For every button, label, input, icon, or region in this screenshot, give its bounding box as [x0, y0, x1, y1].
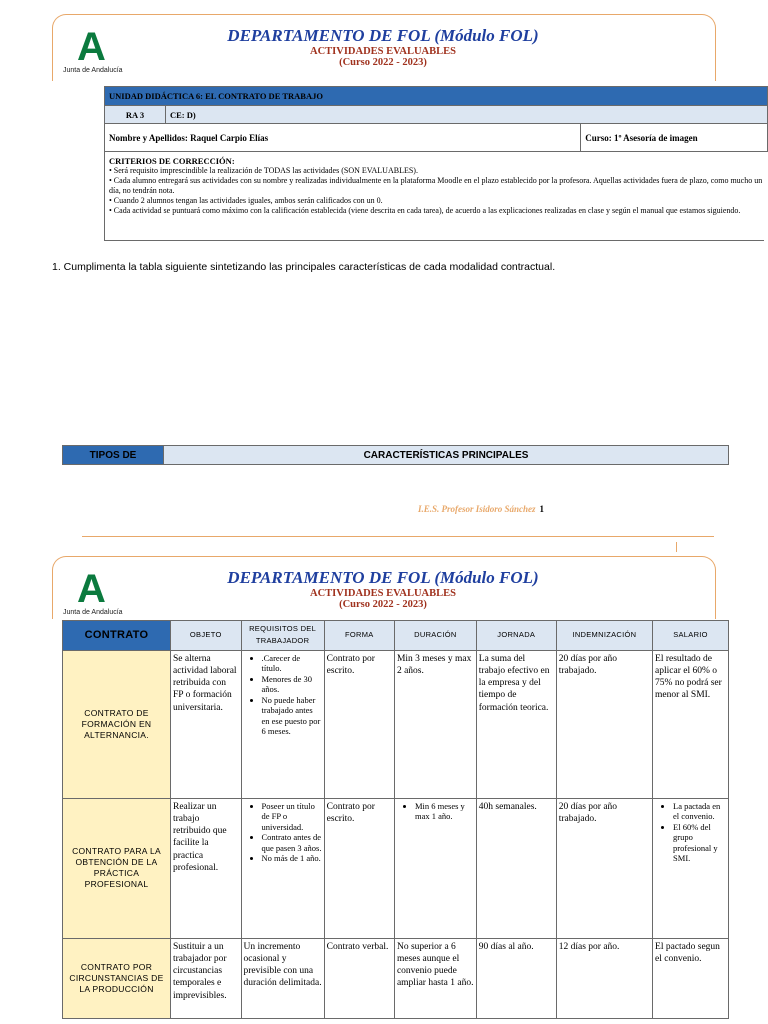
criterio-item: • Será requisito imprescindible la realización de TODAS las actividades (SON EVALUABLES).: [109, 166, 418, 175]
column-header: INDEMNIZACIÓN: [556, 621, 652, 651]
column-header: CONTRATO: [63, 621, 171, 651]
footer-school: I.E.S. Profesor Isidoro Sánchez: [418, 504, 536, 514]
andalucia-a-icon: A: [77, 25, 106, 69]
duracion-cell: No superior a 6 meses aunque el convenio puede ampliar hasta 1 año.: [394, 938, 476, 1018]
criterios-list: [109, 166, 764, 216]
junta-logo: [63, 27, 133, 74]
info-table: [104, 86, 768, 152]
salario-cell: El pactado segun el convenio.: [653, 938, 729, 1018]
list-item: • .Carecer de título.: [262, 653, 322, 674]
list-item: • No más de 1 año.: [262, 853, 322, 864]
curso-cell: Curso: 1º Asesoría de imagen: [581, 124, 768, 152]
course-year: (Curso 2022 - 2023): [339, 599, 427, 610]
cursor-mark: [676, 542, 677, 552]
table-row: [63, 938, 729, 1018]
forma-cell: Contrato por escrito.: [324, 798, 394, 938]
criterio-item: • Cuando 2 alumnos tengan las actividades iguales, ambos serán calificados con un 0.: [109, 196, 383, 205]
jornada-cell: 90 días al año.: [476, 938, 556, 1018]
forma-cell: Contrato por escrito.: [324, 650, 394, 798]
table-row: [63, 650, 729, 798]
tipos-row: [62, 445, 729, 465]
junta-logo-2: [63, 569, 133, 616]
column-header: FORMA: [324, 621, 394, 651]
objeto-cell: Sustituir a un trabajador por circustancias temporales e imprevisibles.: [171, 938, 242, 1018]
andalucia-a-icon: A: [77, 567, 106, 611]
activities-subtitle: ACTIVIDADES EVALUABLES: [310, 588, 456, 599]
forma-cell: Contrato verbal.: [324, 938, 394, 1018]
duracion-cell: [394, 798, 476, 938]
logo-text: Junta de Andalucía: [63, 609, 123, 616]
list-item: • La pactada en el convenio.: [673, 801, 726, 822]
caracteristicas-cell: CARACTERÍSTICAS PRINCIPALES: [164, 446, 729, 465]
list-item: • Poseer un título de FP o universidad.: [262, 801, 322, 833]
page1-header: [52, 14, 716, 81]
jornada-cell: 40h semanales.: [476, 798, 556, 938]
list-item: • El 60% del grupo profesional y SMI.: [673, 822, 726, 864]
criterio-item: • Cada alumno entregará sus actividades con su nombre y realizadas individualmente en la plataforma Moodle en el plazo establecido por la profesora. Aquellas actividades fuera de plazo, como mucho un día, no tendrán nota.: [109, 176, 763, 195]
question-text: 1. Cumplimenta la tabla siguiente sintetizando las principales características de cada modalidad contractual.: [52, 261, 556, 273]
indemnizacion-cell: 20 días por año trabajado.: [556, 650, 652, 798]
department-title: DEPARTAMENTO DE FOL (Módulo FOL): [227, 26, 539, 45]
cell-list: [244, 801, 322, 864]
criterio-item: • Cada actividad se puntuará como máximo con la calificación establecida (viene descrita en cada tarea), de acuerdo a las explicaciones realizadas en clase y según el manual que estamos siguiendo.: [109, 206, 741, 215]
nombre-cell: Nombre y Apellidos: Raquel Carpio Elías: [105, 124, 581, 152]
column-header: DURACIÓN: [394, 621, 476, 651]
contract-type-cell: CONTRATO DE FORMACIÓN EN ALTERNANCIA.: [63, 650, 171, 798]
duracion-cell: Min 3 meses y max 2 años.: [394, 650, 476, 798]
page-footer: [418, 499, 544, 517]
requisitos-cell: [241, 798, 324, 938]
cell-list: [655, 801, 726, 864]
column-header: OBJETO: [171, 621, 242, 651]
indemnizacion-cell: 20 días por año trabajado.: [556, 798, 652, 938]
indemnizacion-cell: 12 días por año.: [556, 938, 652, 1018]
column-header: JORNADA: [476, 621, 556, 651]
column-header: REQUISITOS DEL TRABAJADOR: [241, 621, 324, 651]
objeto-cell: Realizar un trabajo retribuido que facilite la practica profesional.: [171, 798, 242, 938]
list-item: • Min 6 meses y max 1 año.: [415, 801, 474, 822]
cell-list: [397, 801, 474, 822]
list-item: • No puede haber trabajado antes en ese puesto por 6 meses.: [262, 695, 322, 737]
footer-page-number: 1: [539, 504, 545, 514]
requisitos-cell: Un incremento ocasional y previsible con una duración delimitada.: [241, 938, 324, 1018]
requisitos-cell: [241, 650, 324, 798]
contracts-table: [62, 620, 729, 1019]
criterios-title: CRITERIOS DE CORRECCIÓN:: [109, 156, 235, 166]
table-row: [63, 798, 729, 938]
salario-cell: [653, 798, 729, 938]
objeto-cell: Se alterna actividad laboral retribuida con FP o formación universitaria.: [171, 650, 242, 798]
cell-list: [244, 653, 322, 737]
department-title: DEPARTAMENTO DE FOL (Módulo FOL): [227, 568, 539, 587]
tipos-cell: TIPOS DE: [63, 446, 164, 465]
page-separator: [82, 536, 714, 537]
logo-text: Junta de Andalucía: [63, 67, 123, 74]
contract-type-cell: CONTRATO POR CIRCUNSTANCIAS DE LA PRODUCCIÓN: [63, 938, 171, 1018]
page2-header: [52, 556, 716, 619]
criterios-box: [104, 152, 764, 241]
unidad-cell: UNIDAD DIDÁCTICA 6: EL CONTRATO DE TRABAJO: [105, 87, 768, 106]
salario-cell: El resultado de aplicar el 60% o 75% no podrá ser menor al SMI.: [653, 650, 729, 798]
column-header: SALARIO: [653, 621, 729, 651]
ce-cell: CE: D): [166, 106, 768, 124]
activities-subtitle: ACTIVIDADES EVALUABLES: [310, 46, 456, 57]
course-year: (Curso 2022 - 2023): [339, 57, 427, 68]
contract-type-cell: CONTRATO PARA LA OBTENCIÓN DE LA PRÁCTICA PROFESIONAL: [63, 798, 171, 938]
list-item: • Menores de 30 años.: [262, 674, 322, 695]
ra-cell: RA 3: [105, 106, 166, 124]
jornada-cell: La suma del trabajo efectivo en la empresa y del tiempo de formación teorica.: [476, 650, 556, 798]
list-item: • Contrato antes de que pasen 3 años.: [262, 832, 322, 853]
